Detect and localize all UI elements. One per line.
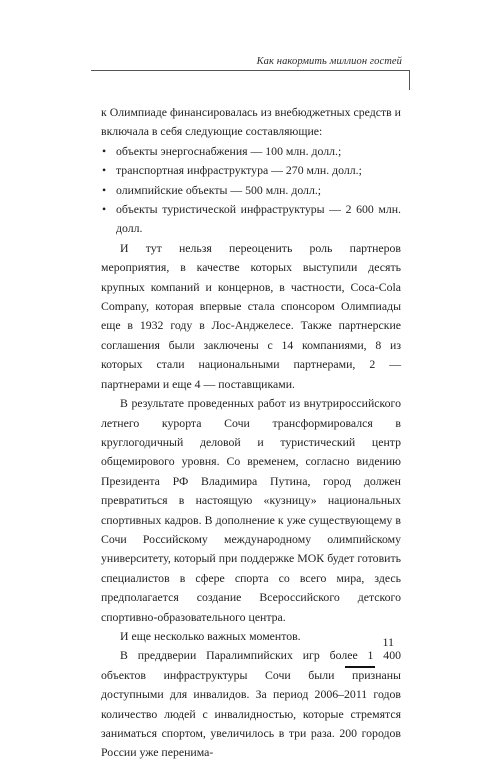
paragraph-continued: к Олимпиаде финансировалась из внебюджетных средств и включала в себя следующие составляющие: [101, 105, 401, 139]
paragraph-moments: И еще несколько важных моментов. [120, 628, 301, 643]
cost-list [101, 142, 401, 239]
list-item: • транспортная инфраструктура — 270 млн. долл.; [101, 161, 401, 180]
body-text [101, 103, 401, 763]
list-item: • объекты энергоснабжения — 100 млн. долл.; [101, 142, 401, 161]
list-item: • объекты туристической инфраструктуры — 2 600 млн. долл. [101, 200, 401, 239]
running-title: Как накормить миллион гостей [256, 56, 402, 67]
list-item: • олимпийские объекты — 500 млн. долл.; [101, 181, 401, 200]
page-number: 11 [382, 635, 394, 649]
paragraph-partners: И тут нельзя переоценить роль партнеров мероприятия, в качестве которых выступили десять крупных компаний и концернов, в частности, Coca-Cola Company, которая впервые стала спонсором Олимпиады еще в 1932 году в Лос-Анджелесе. Также партнерские соглашения были заключены с 14 компаниями, 8 из которых стали национальными партнерами, 2 — партнерами и еще 4 — поставщиками. [101, 240, 401, 391]
header-rule-tick [409, 70, 410, 90]
header-rule [91, 70, 409, 71]
paragraph-sochi: В результате проведенных работ из внутрироссийского летнего курорта Сочи трансформировался в круглогодичный деловой и туристический центр общемирового уровня. Со временем, согласно видению Президента РФ Владимира Путина, город должен превратиться в настоящую «кузницу» национальных спортивных кадров. В дополнение к уже существующему в Сочи Российскому международному олимпийскому университету, который при поддержке МОК будет готовить специалистов в сфере спорта со всего мира, здесь предполагается создание Всероссийского детского спортивно-образовательного центра. [101, 396, 401, 624]
paragraph-paralympics: В преддверии Паралимпийских игр более 1 400 объектов инфраструктуры Сочи были признаны доступными для инвалидов. За период 2006–2011 годов количество людей с инвалидностью, которые стремятся заниматься спортом, увеличилось в три раза. 200 городов России уже перенима- [101, 648, 401, 760]
